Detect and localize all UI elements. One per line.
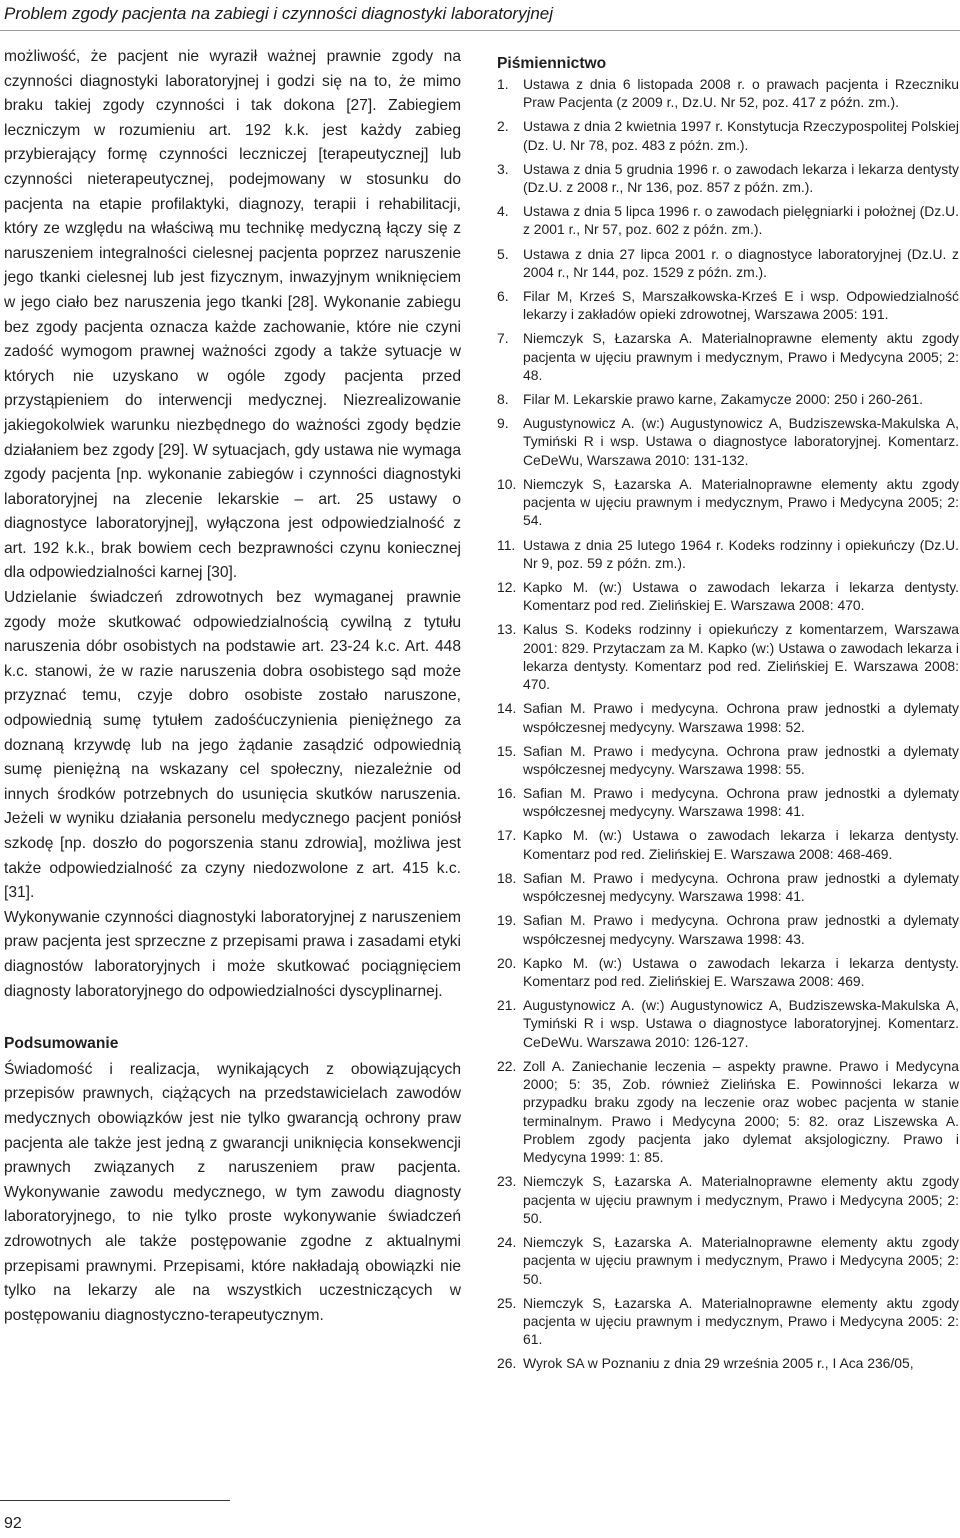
reference-text: Safian M. Prawo i medycyna. Ochrona praw jednostki a dylematy współczesnej medycyny. Warszawa 1998: 41. — [523, 785, 959, 820]
references-heading: Piśmiennictwo — [497, 55, 607, 72]
reference-text: Safian M. Prawo i medycyna. Ochrona praw jednostki a dylematy współczesnej medycyny. Warszawa 1998: 55. — [523, 742, 959, 777]
reference-number: 5. — [497, 245, 509, 262]
reference-item — [497, 287, 959, 324]
reference-item — [497, 1172, 959, 1227]
reference-number: 6. — [497, 287, 509, 304]
reference-item — [497, 475, 959, 530]
header-divider — [0, 30, 960, 31]
reference-number: 8. — [497, 391, 509, 408]
reference-item — [497, 911, 959, 948]
reference-item — [497, 826, 959, 863]
reference-item — [497, 1354, 959, 1372]
running-header: Problem zgody pacjenta na zabiegi i czynności diagnostyki laboratoryjnej — [4, 4, 554, 23]
reference-number: 2. — [497, 118, 509, 135]
reference-text: Niemczyk S, Łazarska A. Materialnoprawne elementy aktu zgody pacjenta w ujęciu prawnym i medycznym, Prawo i Medycyna 2005; 2: 54. — [523, 475, 959, 529]
reference-text: Safian M. Prawo i medycyna. Ochrona praw jednostki a dylematy współczesnej medycyny. Warszawa 1998: 41. — [523, 869, 959, 905]
reference-item — [497, 414, 959, 469]
reference-item — [497, 536, 959, 573]
reference-number: 10. — [497, 475, 517, 492]
reference-number: 15. — [497, 742, 517, 759]
reference-text: Niemczyk S, Łazarska A. Materialnoprawne elementy aktu zgody pacjenta w ujęciu prawnym i medycznym, Prawo i Medycyna 2005; 2: 50. — [523, 1233, 959, 1287]
reference-number: 7. — [497, 330, 509, 347]
reference-item — [497, 954, 959, 991]
reference-number: 24. — [497, 1233, 517, 1250]
reference-number: 20. — [497, 954, 517, 971]
reference-item — [497, 742, 959, 779]
reference-text: Niemczyk S, Łazarska A. Materialnoprawne elementy aktu zgody pacjenta w ujęciu prawnym i medycznym, Prawo i Medycyna 2005: 2: 61. — [523, 1294, 959, 1348]
body-paragraph: możliwość, że pacjent nie wyraził ważnej prawnie zgody na czynności diagnostyki laboratoryjnej i godzi się na to, że mimo braku takiej zgody czynności i tak dokona [27]. Zabiegiem leczniczym w rozumieniu art. 192 k.k. jest każdy zabieg przybierający formę czynności leczniczej [terapeutycznej] lub czynności nieterapeutycznej, podejmowany w stosunku do pacjenta na etapie profilaktyki, diagnozy, terapii i rehabilitacji, który ze względu na właściwą mu technikę medyczną łączy się z naruszeniem integralności cielesnej pacjenta poprzez naruszenie jego tkanki cielesnej lub jest fizycznym, inwazyjnym wniknięciem w jego ciało bez naruszenia jego tkanki [28]. Wykonanie zabiegu bez zgody pacjenta oznacza każde zachowanie, które nie czyni zadość wymogom prawnej ważności zgody a także sytuacje w których nie uzyskano w ogóle zgody pacjenta przed przystąpieniem do interwencji medycznej. Niezrealizowanie jakiegokolwiek warunku niezbędnego do ważności zgody będzie działaniem bez zgody [29]. W sytuacjach, gdy ustawa nie wymaga zgody pacjenta [np. wykonanie zabiegów i czynności diagnostyki laboratoryjnej na zlecenie lekarskie – art. 25 ustawy o diagnostyce laboratoryjnej], wyłączona jest odpowiedzialność z art. 192 k.k., brak bowiem cech bezprawności czynu koniecznej dla odpowiedzialności karnej [30]. — [4, 48, 461, 582]
reference-number: 9. — [497, 415, 509, 432]
reference-number: 13. — [497, 621, 517, 638]
reference-item — [497, 620, 959, 693]
reference-text: Ustawa z dnia 27 lipca 2001 r. o diagnostyce laboratoryjnej (Dz.U. z 2004 r., Nr 144, poz. 1529 z późn. zm.). — [523, 245, 959, 280]
reference-item — [497, 117, 959, 154]
reference-text: Wyrok SA w Poznaniu z dnia 29 września 2005 r., I Aca 236/05, — [523, 1355, 914, 1372]
reference-text: Augustynowicz A. (w:) Augustynowicz A, Budziszewska-Makulska A, Tymiński R i wsp. Ustawa o diagnostyce laboratoryjnej. Komentarz. CeDeWu. Warszawa 2010: 126-127. — [523, 997, 959, 1050]
reference-number: 17. — [497, 827, 517, 844]
body-paragraph: Wykonywanie czynności diagnostyki laboratoryjnej z naruszeniem praw pacjenta jest sprzeczne z przepisami prawa i zasadami etyki diagnostów laboratoryjnych i może skutkować pociągnięciem diagnosty laboratoryjnego do odpowiedzialności dyscyplinarnej. — [4, 908, 461, 1000]
reference-item — [497, 1233, 959, 1288]
reference-text: Filar M. Lekarskie prawo karne, Zakamycze 2000: 250 i 260-261. — [523, 391, 923, 408]
reference-item — [497, 202, 959, 239]
reference-item — [497, 1057, 959, 1167]
reference-text: Filar M, Krześ S, Marszałkowska-Krześ E i wsp. Odpowiedzialność lekarzy i zakładów opieki zdrowotnej, Warszawa 2005: 191. — [523, 287, 959, 323]
reference-item — [497, 160, 959, 197]
reference-number: 4. — [497, 203, 509, 220]
reference-item — [497, 390, 959, 408]
page-number: 92 — [4, 1515, 22, 1532]
reference-item — [497, 75, 959, 112]
section-heading-summary: Podsumowanie — [4, 1035, 119, 1053]
reference-text: Niemczyk S, Łazarska A. Materialnoprawne elementy aktu zgody pacjenta w ujęciu prawnym i medycznym, Prawo i Medycyna 2005; 2: 50. — [523, 1173, 959, 1226]
footer-divider — [0, 1500, 230, 1501]
reference-text: Safian M. Prawo i medycyna. Ochrona praw jednostki a dylematy współczesnej medycyny. Warszawa 1998: 43. — [523, 912, 959, 947]
references-column — [497, 54, 959, 1378]
reference-item — [497, 699, 959, 736]
reference-item — [497, 869, 959, 906]
reference-number: 12. — [497, 578, 517, 595]
reference-text: Safian M. Prawo i medycyna. Ochrona praw jednostki a dylematy współczesnej medycyny. Warszawa 1998: 52. — [523, 700, 959, 735]
reference-text: Kapko M. (w:) Ustawa o zawodach lekarza i lekarza dentysty. Komentarz pod red. Zielińskiej E. Warszawa 2008: 469. — [523, 954, 959, 989]
body-paragraph: Udzielanie świadczeń zdrowotnych bez wymaganej prawnie zgody może skutkować odpowiedzialnością cywilną z tytułu naruszenia dóbr osobistych na podstawie art. 23-24 k.c. Art. 448 k.c. stanowi, że w razie naruszenia dobra osobistego sąd może przyznać temu, czyje dobro osobiste zostało naruszone, odpowiednią sumę tytułem zadośćuczynienia pieniężnego za doznaną krzywdę lub na jego żądanie zasądzić odpowiednią sumę pieniężną na wskazany cel społeczny, niezależnie od innych środków potrzebnych do usunięcia skutków naruszenia. Jeżeli w wyniku działania personelu medycznego pacjent poniósł szkodę [np. doszło do pogorszenia stanu zdrowia], możliwa jest także odpowiedzialność za czyny niedozwolone z art. 415 k.c. [31]. — [4, 589, 461, 902]
reference-text: Kapko M. (w:) Ustawa o zawodach lekarza i lekarza dentysty. Komentarz pod red. Zielińskiej E. Warszawa 2008: 468-469. — [523, 827, 959, 862]
reference-number: 25. — [497, 1294, 517, 1311]
reference-number: 23. — [497, 1173, 517, 1190]
reference-list — [497, 75, 959, 1373]
reference-item — [497, 1294, 959, 1349]
reference-number: 18. — [497, 869, 517, 886]
reference-number: 22. — [497, 1057, 517, 1074]
reference-text: Niemczyk S, Łazarska A. Materialnoprawne elementy aktu zgody pacjenta w ujęciu prawnym i medycznym, Prawo i Medycyna 2005; 2: 48. — [523, 330, 959, 383]
reference-item — [497, 784, 959, 821]
reference-text: Ustawa z dnia 5 grudnia 1996 r. o zawodach lekarza i lekarza dentysty (Dz.U. z 2008 r., Nr 136, poz. 857 z późn. zm.). — [523, 160, 959, 196]
reference-text: Ustawa z dnia 5 lipca 1996 r. o zawodach pielęgniarki i położnej (Dz.U. z 2001 r., Nr 57, poz. 602 z późn. zm.). — [523, 203, 959, 238]
reference-number: 26. — [497, 1355, 517, 1372]
reference-item — [497, 578, 959, 615]
summary-paragraph: Świadomość i realizacja, wynikających z obowiązujących przepisów prawnych, ciążących na przedstawicielach zawodów medycznych obowiązków jest nie tylko gwarancją ochrony praw pacjenta ale także jest jedną z gwarancji uniknięcia konsekwencji prawnych związanych z naruszeniem praw pacjenta. Wykonywanie zawodu medycznego, w tym zawodu diagnosty laboratoryjnego, to nie tylko proste wykonywanie świadczeń zdrowotnych ale także postępowanie zgodne z aktualnymi przepisami prawnymi. Przepisami, które nakładają obowiązki nie tylko na lekarzy ale na wszystkich uczestniczących w postępowaniu diagnostyczno-terapeutycznym. — [4, 1060, 461, 1324]
reference-text: Ustawa z dnia 6 listopada 2008 r. o prawach pacjenta i Rzeczniku Praw Pacjenta (z 2009 r., Dz.U. Nr 52, poz. 417 z późn. zm.). — [523, 76, 959, 111]
reference-text: Augustynowicz A. (w:) Augustynowicz A, Budziszewska-Makulska A, Tymiński R i wsp. Ustawa o diagnostyce laboratoryjnej. Komentarz. CeDeWu, Warszawa 2010: 131-132. — [523, 415, 959, 468]
reference-number: 14. — [497, 700, 517, 717]
reference-number: 16. — [497, 785, 517, 802]
reference-number: 11. — [497, 536, 516, 553]
reference-item — [497, 245, 959, 282]
reference-text: Zoll A. Zaniechanie leczenia – aspekty prawne. Prawo i Medycyna 2000; 5: 35, Zob. również Zielińska E. Powinności lekarza w przypadku braku zgody na leczenie oraz wobec pacjenta w stanie terminalnym. Prawo i Medycyna 2000; 5: 82. oraz Liszewska A. Problem zgody pacjenta jako dylemat aksjologiczny. Prawo i Medycyna 1999: 1: 85. — [523, 1057, 959, 1166]
main-text-column — [4, 45, 461, 1328]
reference-item — [497, 329, 959, 384]
reference-item — [497, 996, 959, 1051]
reference-number: 3. — [497, 160, 509, 177]
reference-text: Ustawa z dnia 2 kwietnia 1997 r. Konstytucja Rzeczypospolitej Polskiej (Dz. U. Nr 78, poz. 483 z późn. zm.). — [523, 118, 959, 153]
reference-text: Ustawa z dnia 25 lutego 1964 r. Kodeks rodzinny i opiekuńczy (Dz.U. Nr 9, poz. 59 z późn. zm.). — [523, 536, 959, 571]
reference-text: Kalus S. Kodeks rodzinny i opiekuńczy z komentarzem, Warszawa 2001: 829. Przytaczam za M. Kapko (w:) Ustawa o zawodach lekarza i lekarza dentysty. Komentarz pod red. Zielińskiej E. Warszawa 2008: 470. — [523, 621, 959, 693]
reference-number: 21. — [497, 997, 517, 1013]
reference-number: 19. — [497, 912, 517, 929]
reference-text: Kapko M. (w:) Ustawa o zawodach lekarza i lekarza dentysty. Komentarz pod red. Zielińskiej E. Warszawa 2008: 470. — [523, 578, 959, 614]
reference-number: 1. — [497, 76, 509, 92]
